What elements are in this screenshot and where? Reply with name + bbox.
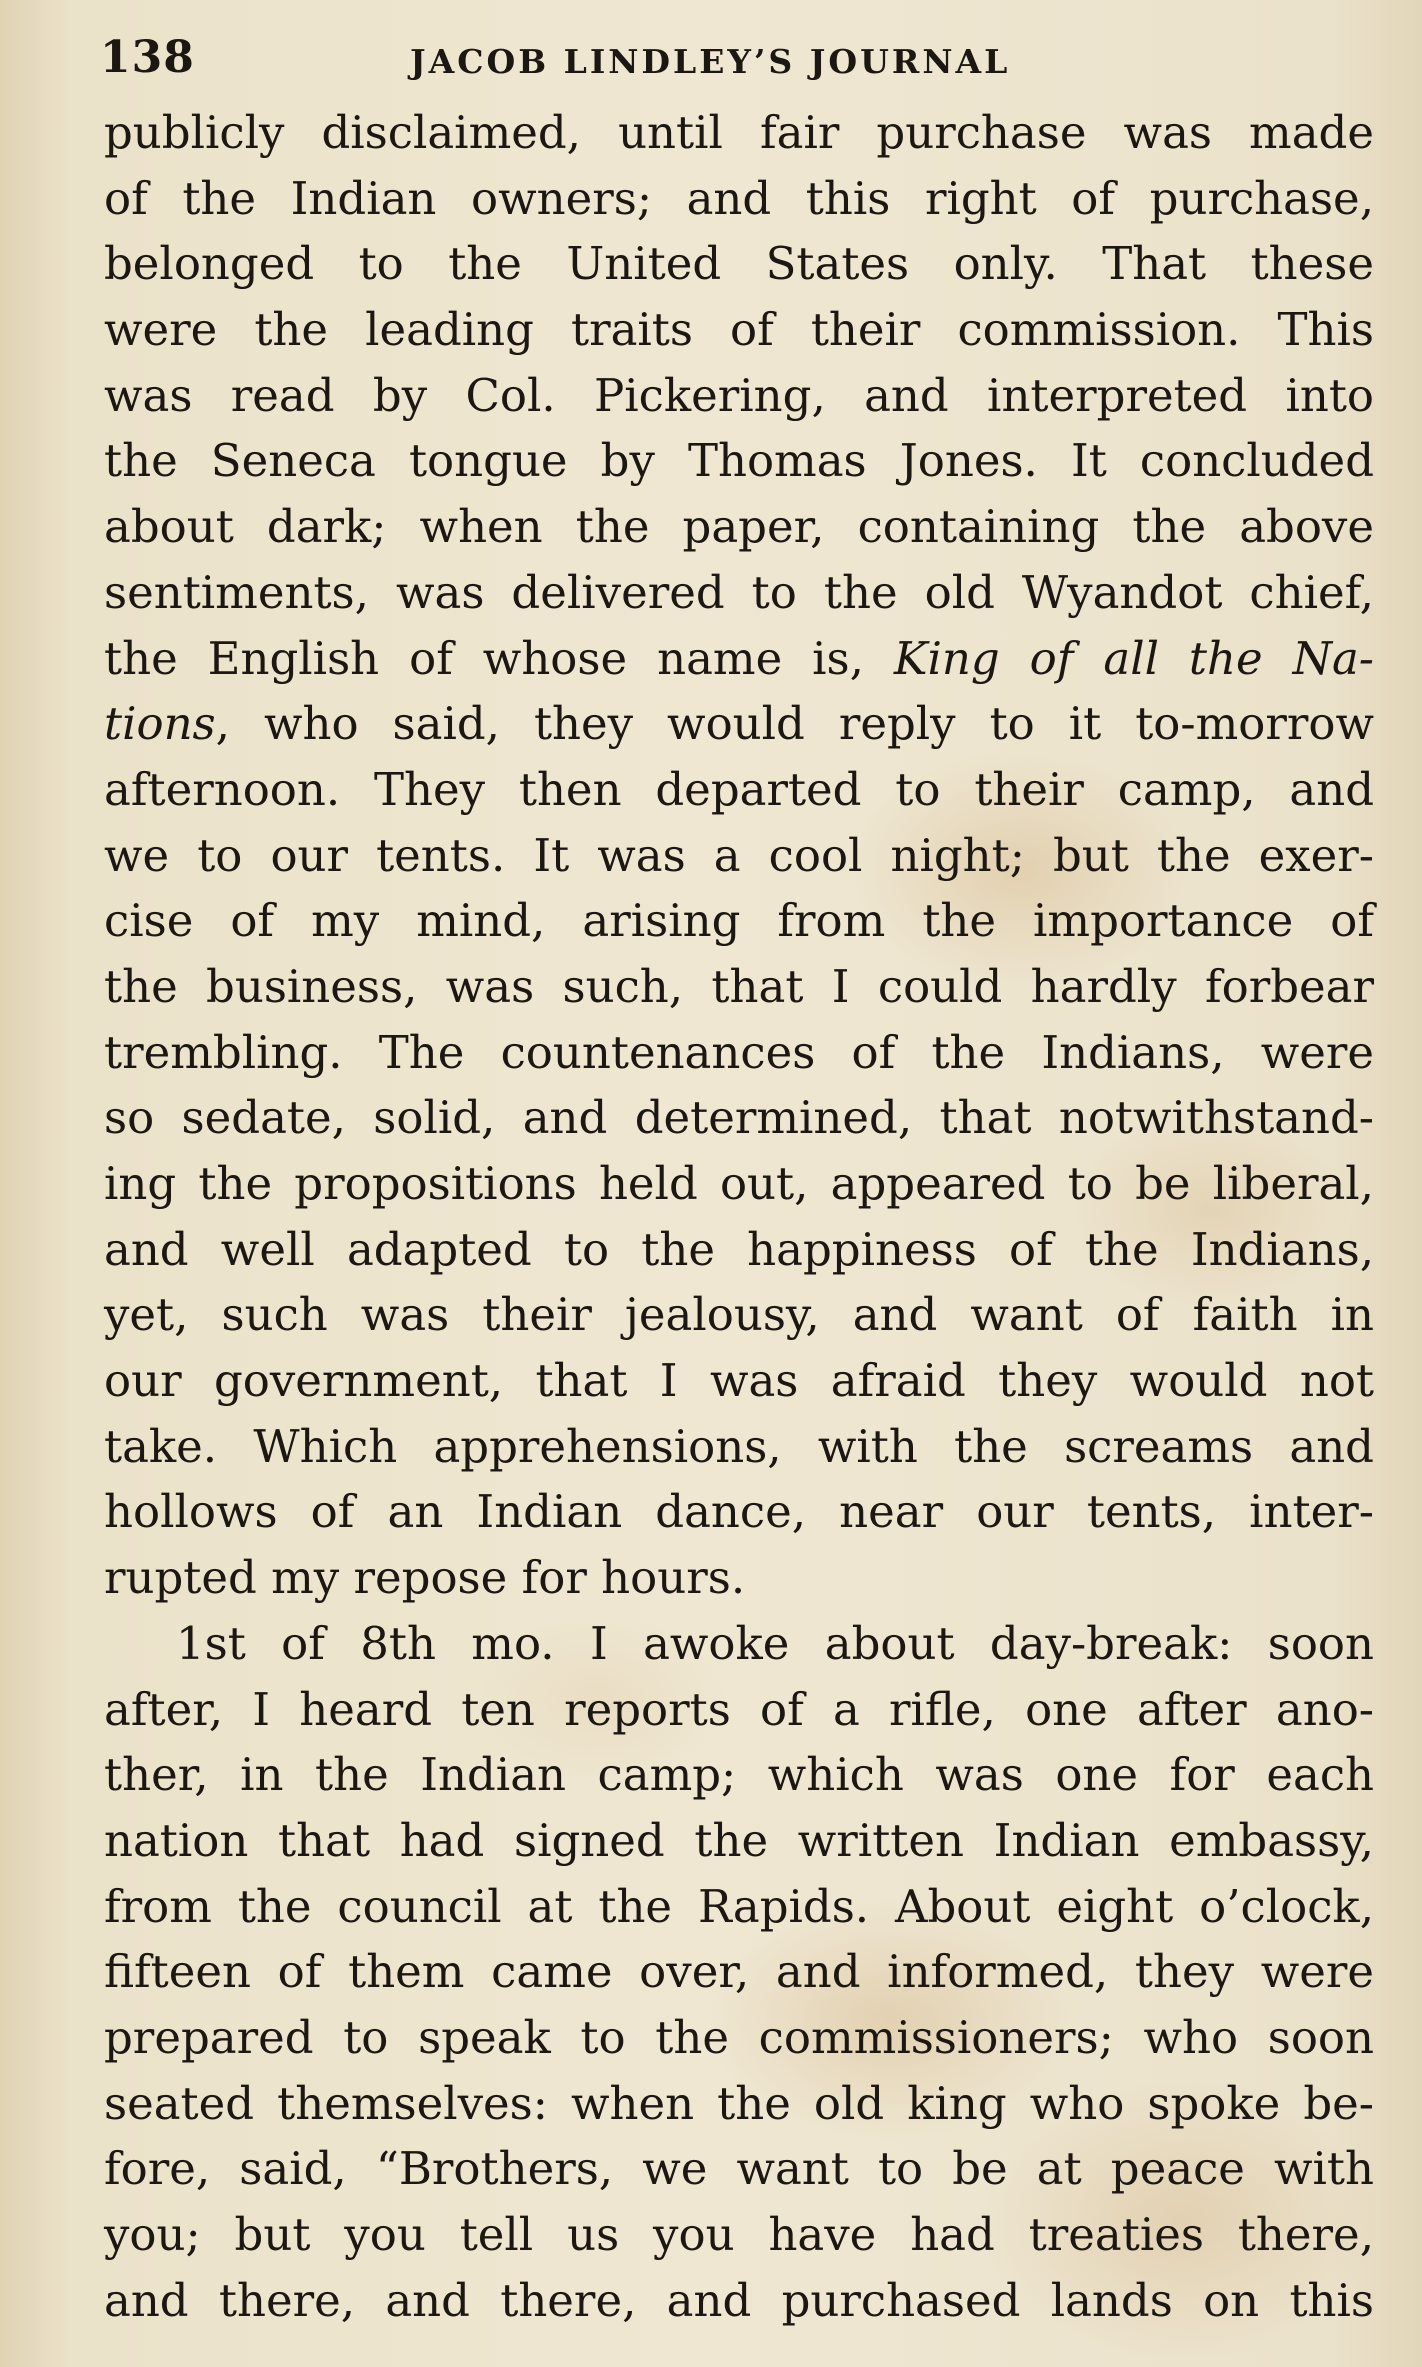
text-line: trembling. The countenances of the Indians, were — [104, 1025, 1374, 1079]
text-line: was read by Col. Pickering, and interpreted into — [104, 368, 1374, 422]
text-line-with-italic — [104, 691, 1374, 757]
italic-phrase: King of all the Na- — [893, 631, 1374, 685]
text-line: so sedate, solid, and determined, that notwithstand- — [104, 1091, 1374, 1145]
text-line: cise of my mind, arising from the importance of — [104, 894, 1374, 948]
text-line: we to our tents. It was a cool night; but the exer- — [104, 828, 1374, 882]
text-line: after, I heard ten reports of a rifle, one after ano- — [104, 1682, 1374, 1736]
text-line: about dark; when the paper, containing the above — [104, 500, 1374, 554]
text-line: seated themselves: when the old king who spoke be- — [104, 2076, 1374, 2130]
text-line: 1st of 8th mo. I awoke about day-break: soon — [176, 1616, 1374, 1670]
text-line: the business, was such, that I could hardly forbear — [104, 959, 1374, 1013]
text-line: sentiments, was delivered to the old Wyandot chief, — [104, 565, 1374, 619]
text-line-with-italic — [104, 626, 1374, 692]
text-line: from the council at the Rapids. About eight o’clock, — [104, 1879, 1374, 1933]
text-line: and there, and there, and purchased lands on this — [104, 2273, 1374, 2327]
text-line: belonged to the United States only. That these — [104, 237, 1374, 291]
text-line: afternoon. They then departed to their camp, and — [104, 762, 1374, 816]
body-text — [104, 100, 1374, 2333]
text-line: rupted my repose for hours. — [104, 1551, 746, 1605]
running-title: JACOB LINDLEY’S JOURNAL — [410, 42, 1011, 81]
text-line: you; but you tell us you have had treaties there, — [104, 2208, 1374, 2261]
text-line: take. Which apprehensions, with the screams and — [104, 1419, 1374, 1473]
text-line: ing the propositions held out, appeared to be liberal, — [104, 1157, 1374, 1210]
text-line: nation that had signed the written Indian embassy, — [104, 1813, 1374, 1867]
text-line: and well adapted to the happiness of the Indians, — [104, 1222, 1374, 1276]
text-line: ther, in the Indian camp; which was one for each — [104, 1748, 1374, 1802]
text-line: fifteen of them came over, and informed, they were — [104, 1945, 1374, 1999]
text-line: fore, said, “Brothers, we want to be at peace with — [104, 2142, 1374, 2196]
line-text: the English of whose name is, — [104, 631, 894, 685]
italic-phrase: tions — [104, 697, 216, 751]
page-number: 138 — [100, 32, 195, 83]
text-line: were the leading traits of their commission. This — [104, 303, 1374, 357]
text-line: prepared to speak to the commissioners; who soon — [104, 2010, 1374, 2064]
text-line: of the Indian owners; and this right of purchase, — [104, 171, 1374, 225]
text-line: our government, that I was afraid they would not — [104, 1354, 1374, 1408]
line-text: , who said, they would reply to it to-morrow — [215, 697, 1374, 751]
page-header — [100, 32, 1362, 92]
text-line: the Seneca tongue by Thomas Jones. It concluded — [104, 434, 1374, 488]
text-line: hollows of an Indian dance, near our tents, inter- — [104, 1485, 1374, 1539]
text-line: publicly disclaimed, until fair purchase was made — [104, 106, 1374, 159]
text-line: yet, such was their jealousy, and want of faith in — [104, 1288, 1374, 1342]
